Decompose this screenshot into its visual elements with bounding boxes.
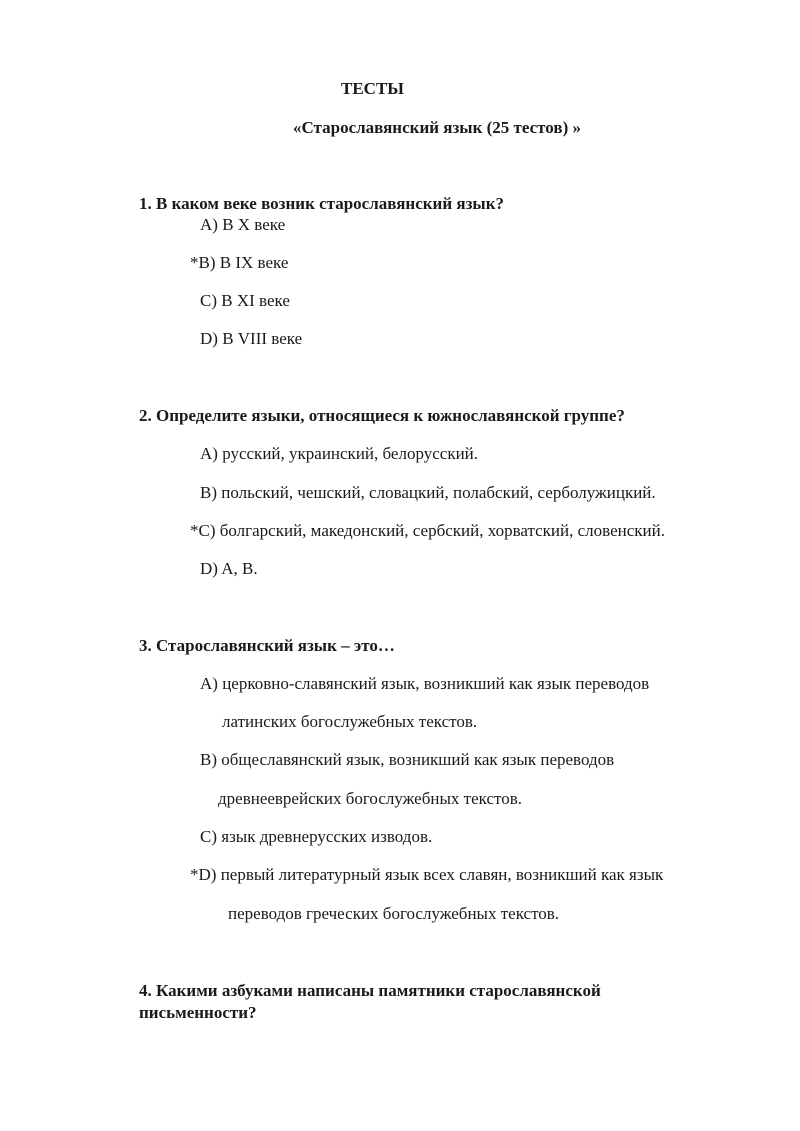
q3-option-d-cont: переводов греческих богослужебных текстов. [228,904,560,923]
question-2-text: 2. Определите языки, относящиеся к южнославянской группе? [139,406,625,425]
q1-option-a: A) В X веке [200,215,286,234]
q2-option-d: D) A, B. [200,559,258,578]
q2-option-a: A) русский, украинский, белорусский. [200,444,479,463]
q3-option-b: B) общеславянский язык, возникший как язык переводов [200,750,615,769]
q3-option-d: *D) первый литературный язык всех славян, возникший как язык [190,865,664,884]
doc-subtitle: «Старославянский язык (25 тестов) » [293,118,581,137]
q3-option-a-cont: латинских богослужебных текстов. [222,712,478,731]
question-4-text-cont: письменности? [139,1003,257,1022]
question-4-text: 4. Какими азбуками написаны памятники старославянской [139,981,601,1000]
question-3-text: 3. Старославянский язык – это… [139,636,395,655]
doc-title: ТЕСТЫ [341,79,404,98]
q3-option-a: A) церковно-славянский язык, возникший как язык переводов [200,674,650,693]
q2-option-c: *C) болгарский, македонский, сербский, хорватский, словенский. [190,521,665,540]
q1-option-c: C) В XI веке [200,291,290,310]
q1-option-d: D) В VIII веке [200,329,303,348]
q3-option-c: C) язык древнерусских изводов. [200,827,433,846]
question-1-text: 1. В каком веке возник старославянский язык? [139,194,504,213]
q3-option-b-cont: древнееврейских богослужебных текстов. [218,789,522,808]
q2-option-b: B) польский, чешский, словацкий, полабский, серболужицкий. [200,483,656,502]
q1-option-b: *B) В IX веке [190,253,289,272]
